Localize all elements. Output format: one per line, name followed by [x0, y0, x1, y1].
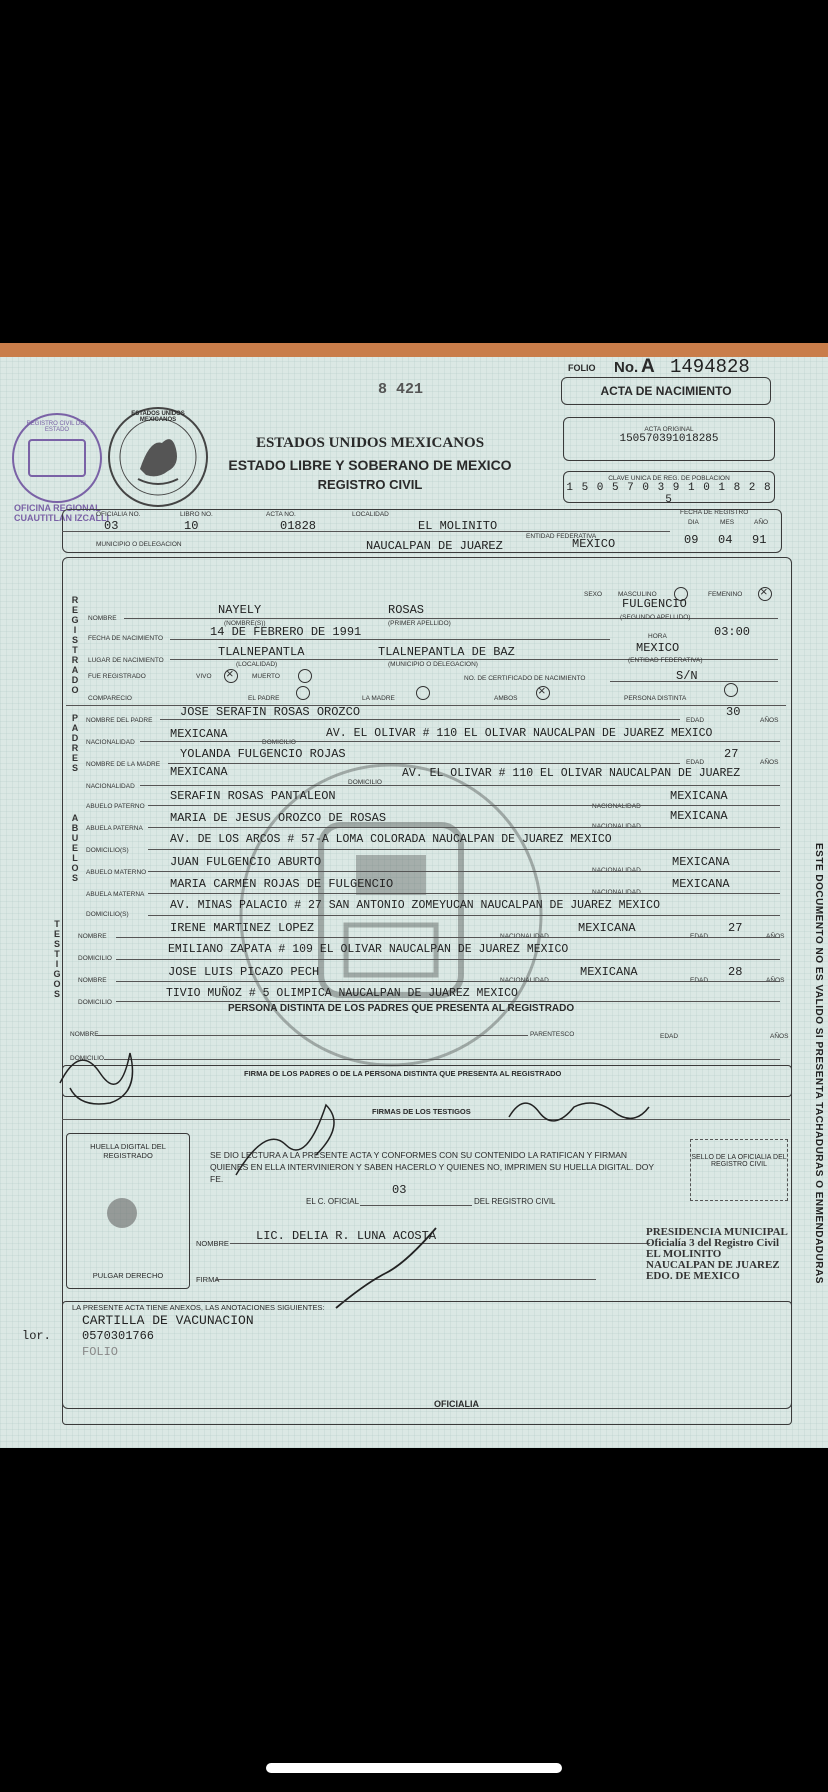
oficina-regional: OFICINA REGIONAL — [14, 503, 101, 513]
registro-dia: 09 — [684, 533, 699, 547]
madre-domicilio: AV. EL OLIVAR # 110 EL OLIVAR NAUCALPAN DE JUAREZ — [402, 767, 741, 780]
ambos-circle-marked — [536, 686, 550, 700]
oficial-numero: 03 — [392, 1183, 407, 1197]
oficialia-stamp: PRESIDENCIA MUNICIPAL Oficialía 3 del Registro Civil EL MOLINITO NAUCALPAN DE JUAREZ EDO. DE MEXICO — [646, 1226, 788, 1282]
folio-label: FOLIO — [568, 363, 596, 373]
lugar-municipio: TLALNEPANTLA DE BAZ — [378, 645, 515, 659]
femenino-circle-marked — [758, 587, 772, 601]
acta-value: 01828 — [280, 519, 317, 533]
persona-distinta-title: PERSONA DISTINTA DE LOS PADRES QUE PRESENTA AL REGISTRADO — [228, 1003, 575, 1014]
madre-circle — [416, 686, 430, 700]
signature-padres — [50, 1033, 160, 1113]
acta-original-box: ACTA ORIGINAL 150570391018285 — [563, 417, 775, 461]
testigo1-edad: 27 — [728, 921, 743, 935]
acta-title: ACTA DE NACIMIENTO — [600, 384, 732, 398]
sello-box: SELLO DE LA OFICIALIA DEL REGISTRO CIVIL — [690, 1139, 788, 1201]
curp-value: 1 5 0 5 7 0 3 9 1 0 1 8 2 8 5 — [566, 482, 772, 506]
registrado-primer-apellido: ROSAS — [388, 603, 425, 617]
persona-distinta-circle — [724, 683, 738, 697]
testigo1-nombre: IRENE MARTINEZ LOPEZ — [170, 921, 315, 935]
padre-domicilio: AV. EL OLIVAR # 110 EL OLIVAR NAUCALPAN DE JUAREZ MEXICO — [326, 727, 713, 740]
oficialia-value: 03 — [104, 519, 119, 533]
fingerprint-icon — [107, 1198, 137, 1228]
muerto-circle — [298, 669, 312, 683]
abuelos-maternos-domicilio: AV. MINAS PALACIO # 27 SAN ANTONIO ZOMEYUCAN NAUCALPAN DE JUAREZ MEXICO — [170, 899, 660, 912]
madre-nombre: YOLANDA FULGENCIO ROJAS — [180, 747, 346, 761]
certificado-value: S/N — [676, 669, 698, 683]
abuela-materna: MARIA CARMEN ROJAS DE FULGENCIO — [170, 877, 394, 891]
acta-original-value: 150570391018285 — [619, 433, 719, 445]
abuela-paterna: MARIA DE JESUS OROZCO DE ROSAS — [170, 811, 387, 825]
padre-edad: 30 — [726, 705, 741, 719]
anexo-line2: 0570301766 — [82, 1329, 155, 1343]
eagle-icon — [110, 409, 206, 505]
testigos-side: T E S T I G O S — [53, 919, 61, 999]
padre-circle — [296, 686, 310, 700]
abuelos-side: A B U E L O S — [71, 813, 79, 883]
entidad-value: MEXICO — [572, 537, 616, 551]
madre-edad: 27 — [724, 747, 739, 761]
birth-certificate: 8 421 FOLIO No. A 1494828 ACTA DE NACIMIENTO REGISTRO CIVIL DEL ESTADO ESTADOS UNIDOS MEXICANOS ESTADOS UNIDOS MEXICANOS ESTADO LIBRE Y SOBERANO DE MEXICO REGISTRO CIVIL ACTA ORIGINAL 150570391018285 CLAVE UNICA DE REG. DE POBLACION 1 5 0 5 7 0 3 9 1 0 1 8 2 8 5 OFICINA REGIONAL CUAUTITLAN IZCALLI OFICIALIA NO. 03 LIBRO NO. 10 ACTA NO. 01828 LOCALIDAD EL MOLINITO FECHA DE REGISTRO DIA MES AÑO 09 04 91 MUNICIPIO O DELEGACION NAUCALPAN DE JUAREZ ENTIDAD FEDERATIVA MEXICO R E G I S T R A D O SEXO MASCULINO FEMENINO × NOMBRE NAYELY ROSAS FULGENCIO (NOMBRE(S)) (PRIMER APELLIDO) (SEGUNDO APELLIDO) FECHA DE NACIMIENTO 14 DE FEBRERO DE 1991 HORA 03:00 LUGAR DE NACIMIENTO TLALNEPANTLA TLALNEPANTLA DE BAZ MEXICO (LOCALIDAD) (MUNICIPIO O DELEGACION) (ENTIDAD FEDERATIVA) FUE REGISTRADO VIVO × MUERTO NO. DE CERTIFICADO DE NACIMIENTO S/N COMPARECIO EL PADRE LA MADRE AMBOS × PERSONA DISTINTA P A D R E S NOMBRE DEL PADRE JOSE SERAFIN ROSAS OROZCO EDAD 30 AÑOS NACIONALIDAD MEXICANA DOMICILIO AV. EL OLIVAR # 110 EL OLIVAR NAUCALPAN DE JUAREZ MEXICO NOMBRE DE LA MADRE YOLANDA FULGENCIO ROJAS EDAD 27 AÑOS NACIONALIDAD MEXICANA DOMICILIO AV. EL OLIVAR # 110 EL OLIVAR NAUCALPAN DE JUAREZ A B U E L O S ABUELO PATERNO SERAFIN ROSAS PANTALEON NACIONALIDAD MEXICANA ABUELA PATERNA MARIA DE JESUS OROZCO DE ROSAS NACIONALIDAD MEXICANA DOMICILIO(S) AV. DE LOS ARCOS # 57-A LOMA COLORADA NAUCALPAN DE JUAREZ MEXICO ABUELO MATERNO JUAN FULGENCIO ABURTO NACIONALIDAD MEXICANA ABUELA MATERNA MARIA CARMEN ROJAS DE FULGENCIO NACIONALIDAD MEXICANA DOMICILIO(S) AV. MINAS PALACIO # 27 SAN ANTONIO ZOMEYUCAN NAUCALPAN DE JUAREZ MEXICO T E S T I G O S NOMBRE IRENE MARTINEZ LOPEZ NACIONALIDAD MEXICANA EDAD 27 AÑOS DOMICILIO EMILIANO ZAPATA # 109 EL OLIVAR NAUCALPAN DE JUAREZ MEXICO NOMBRE JOSE LUIS PICAZO PECH NACIONALIDAD MEXICANA EDAD 28 AÑOS DOMICILIO TIVIO MUÑOZ # 5 OLIMPICA NAUCALPAN DE JUAREZ MEXICO PERSONA DISTINTA DE LOS PADRES QUE PRESENTA AL REGISTRADO NOMBRE PARENTESCO EDAD AÑOS DOMICILIO FIRMA DE LOS PADRES O DE LA PERSONA DISTINTA QUE PRESENTA AL REGISTRADO FIRMAS DE LOS TESTIGOS HUELLA DIGITAL DEL REGISTRADO PULGAR DERECHO SE DIO LECTURA A LA PRESENTE ACTA Y CONFORMES CON SU CONTENIDO LA RATIFICAN Y FIRMAN QUIENES EN ELLA INTERVINIERON Y SABEN HACERLO Y QUIENES NO, IMPRIMEN SU HUELLA DIGITAL. DOY FE. 03 EL C. OFICIAL DEL REGISTRO CIVIL NOMBRE LIC. DELIA R. LUNA ACOSTA FIRMA SELLO DE LA OFICIALIA DEL REGISTRO CIVIL PRESIDENCIA MUNICIPAL Oficialía 3 del Registro Civil EL MOLINITO NAUCALPAN DE JUAREZ EDO. DE MEXICO LA PRESENTE ACTA TIENE ANEXOS, LAS ANOTACIONES SIGUIENTES: CARTILLA DE VACUNACION 0570301766 FOLIO lor. OFICIALIA ESTE DOCUMENTO NO ES VALIDO SI PRESENTA TACHADURAS O ENMENDADURAS — [0, 343, 828, 1448]
madre-nacionalidad: MEXICANA — [170, 765, 228, 779]
validity-notice: ESTE DOCUMENTO NO ES VALIDO SI PRESENTA TACHADURAS O ENMENDADURAS — [813, 843, 824, 1284]
registrado-nombres: NAYELY — [218, 603, 262, 617]
abuelo-materno-nac: MEXICANA — [672, 855, 730, 869]
title-line1: ESTADOS UNIDOS MEXICANOS — [255, 435, 485, 451]
testigo2-nacionalidad: MEXICANA — [580, 965, 638, 979]
abuelo-materno: JUAN FULGENCIO ABURTO — [170, 855, 322, 869]
padres-side: P A D R E S — [71, 713, 79, 773]
curp-box: CLAVE UNICA DE REG. DE POBLACION 1 5 0 5 7 0 3 9 1 0 1 8 2 8 5 — [563, 471, 775, 503]
abuela-paterna-nac: MEXICANA — [670, 809, 728, 823]
oficina-regional-2: CUAUTITLAN IZCALLI — [14, 513, 109, 523]
folio-number: 1494828 — [670, 356, 750, 378]
left-note: lor. — [22, 1329, 51, 1343]
testigo1-nacionalidad: MEXICANA — [578, 921, 636, 935]
abuelos-paternos-domicilio: AV. DE LOS ARCOS # 57-A LOMA COLORADA NAUCALPAN DE JUAREZ MEXICO — [170, 833, 612, 846]
title-line3: REGISTRO CIVIL — [317, 477, 423, 492]
folio-letter: A — [641, 356, 655, 377]
signature-testigo2 — [504, 1087, 654, 1127]
hora-nacimiento: 03:00 — [714, 625, 751, 639]
abuelo-paterno-nac: MEXICANA — [670, 789, 728, 803]
fecha-nacimiento: 14 DE FEBRERO DE 1991 — [210, 625, 362, 639]
home-indicator[interactable] — [266, 1763, 562, 1773]
padre-nacionalidad: MEXICANA — [170, 727, 228, 741]
anexos-label: LA PRESENTE ACTA TIENE ANEXOS, LAS ANOTACIONES SIGUIENTES: — [72, 1303, 325, 1312]
municipio-value: NAUCALPAN DE JUAREZ — [366, 539, 503, 553]
registrado-segundo-apellido: FULGENCIO — [622, 597, 687, 611]
abuela-materna-nac: MEXICANA — [672, 877, 730, 891]
localidad-value: EL MOLINITO — [418, 519, 498, 533]
registro-civil-stamp: REGISTRO CIVIL DEL ESTADO — [12, 413, 102, 503]
testigo1-domicilio: EMILIANO ZAPATA # 109 EL OLIVAR NAUCALPAN DE JUAREZ MEXICO — [168, 943, 569, 956]
national-seal: ESTADOS UNIDOS MEXICANOS — [108, 407, 208, 507]
registro-ano: 91 — [752, 533, 767, 547]
firma-testigos-label: FIRMAS DE LOS TESTIGOS — [372, 1107, 471, 1116]
top-number: 8 421 — [378, 381, 424, 398]
signature-testigo1 — [226, 1085, 366, 1185]
abuelo-paterno: SERAFIN ROSAS PANTALEON — [170, 789, 336, 803]
padre-nombre: JOSE SERAFIN ROSAS OROZCO — [180, 705, 361, 719]
testigo2-nombre: JOSE LUIS PICAZO PECH — [168, 965, 320, 979]
signature-oficial — [326, 1223, 446, 1313]
acta-title-box — [561, 377, 771, 405]
folio-no-label: No. — [614, 359, 639, 376]
huella-box: HUELLA DIGITAL DEL REGISTRADO PULGAR DERECHO — [66, 1133, 190, 1289]
registro-mes: 04 — [718, 533, 733, 547]
paper-edge — [0, 343, 828, 357]
registrado-side: R E G I S T R A D O — [71, 595, 79, 695]
testigo2-domicilio: TIVIO MUÑOZ # 5 OLIMPICA NAUCALPAN DE JUAREZ MEXICO — [166, 987, 518, 1000]
lugar-localidad: TLALNEPANTLA — [218, 645, 305, 659]
testigo2-edad: 28 — [728, 965, 743, 979]
footer-oficialia: OFICIALIA — [434, 1399, 479, 1409]
libro-value: 10 — [184, 519, 199, 533]
declaracion-text: SE DIO LECTURA A LA PRESENTE ACTA Y CONFORMES CON SU CONTENIDO LA RATIFICAN Y FIRMAN QUIENES EN ELLA INTERVINIERON Y SABEN HACERLO Y QUIENES NO, IMPRIMEN SU HUELLA DIGITAL. DOY FE. — [210, 1150, 654, 1184]
vivo-circle-marked — [224, 669, 238, 683]
lugar-entidad: MEXICO — [636, 641, 680, 655]
anexo-line1: CARTILLA DE VACUNACION — [82, 1313, 254, 1328]
title-line2: ESTADO LIBRE Y SOBERANO DE MEXICO — [228, 457, 512, 473]
anexo-line3: FOLIO — [82, 1345, 119, 1359]
oficial-nombre: LIC. DELIA R. LUNA ACOSTA — [256, 1229, 437, 1243]
firma-padres-label: FIRMA DE LOS PADRES O DE LA PERSONA DISTINTA QUE PRESENTA AL REGISTRADO — [244, 1069, 562, 1078]
